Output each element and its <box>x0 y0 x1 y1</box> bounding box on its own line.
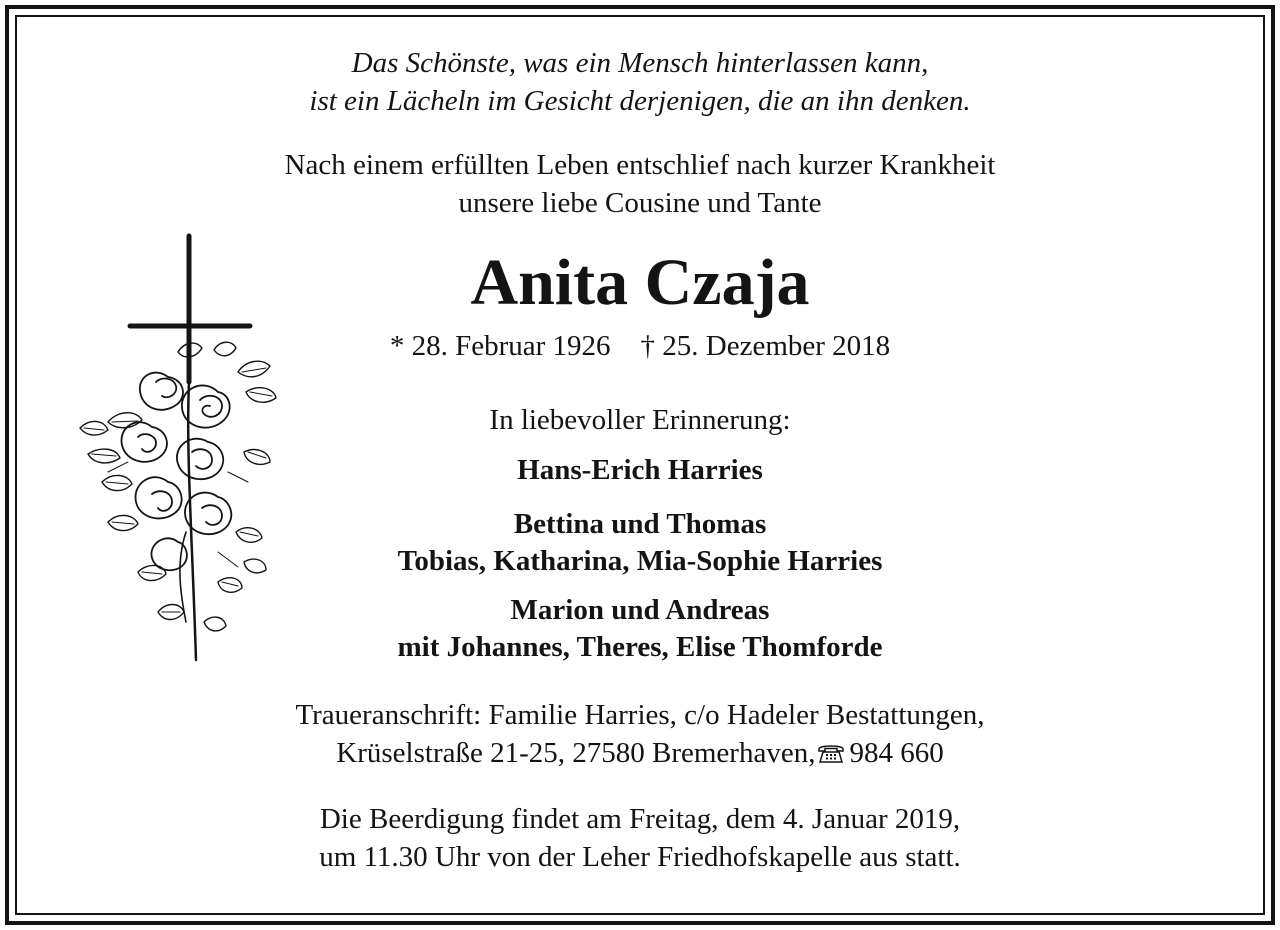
intro-line-2: unsere liebe Cousine und Tante <box>458 187 822 219</box>
deceased-name: Anita Czaja <box>470 246 810 319</box>
funeral-line-2: um 11.30 Uhr von der Leher Friedhofskapelle aus statt. <box>319 841 961 873</box>
mourner-line: Bettina und Thomas <box>513 508 767 540</box>
mourning-address <box>0 696 1280 772</box>
birth-date: * 28. Februar 1926 <box>389 330 611 362</box>
remembrance-heading: In liebevoller Erinnerung: <box>489 404 791 436</box>
address-line-2 <box>0 734 1280 772</box>
telephone-icon <box>817 742 845 764</box>
motto-line-2: ist ein Lächeln im Gesicht derjenigen, die an ihn denken. <box>309 85 971 117</box>
intro-text <box>0 146 1280 222</box>
motto-line-1: Das Schönste, was ein Mensch hinterlassen kann, <box>351 47 929 79</box>
intro-line-1: Nach einem erfüllten Leben entschlief nach kurzer Krankheit <box>284 149 996 181</box>
mourner-line: Hans-Erich Harries <box>517 454 763 486</box>
mourner-line: Tobias, Katharina, Mia-Sophie Harries <box>397 545 883 577</box>
mourner-line: mit Johannes, Theres, Elise Thomforde <box>397 631 883 663</box>
funeral-line-1: Die Beerdigung findet am Freitag, dem 4. Januar 2019, <box>319 803 961 835</box>
phone-number: 984 660 <box>849 737 944 769</box>
cross-with-roses-icon <box>68 232 283 664</box>
mourner-line: Marion und Andreas <box>510 594 770 626</box>
address-street: Krüselstraße 21-25, 27580 Bremerhaven, <box>336 737 816 769</box>
death-date: † 25. Dezember 2018 <box>640 330 891 362</box>
motto-quote <box>0 44 1280 120</box>
address-line-1: Traueranschrift: Familie Harries, c/o Hadeler Bestattungen, <box>295 699 985 731</box>
funeral-info <box>0 800 1280 876</box>
